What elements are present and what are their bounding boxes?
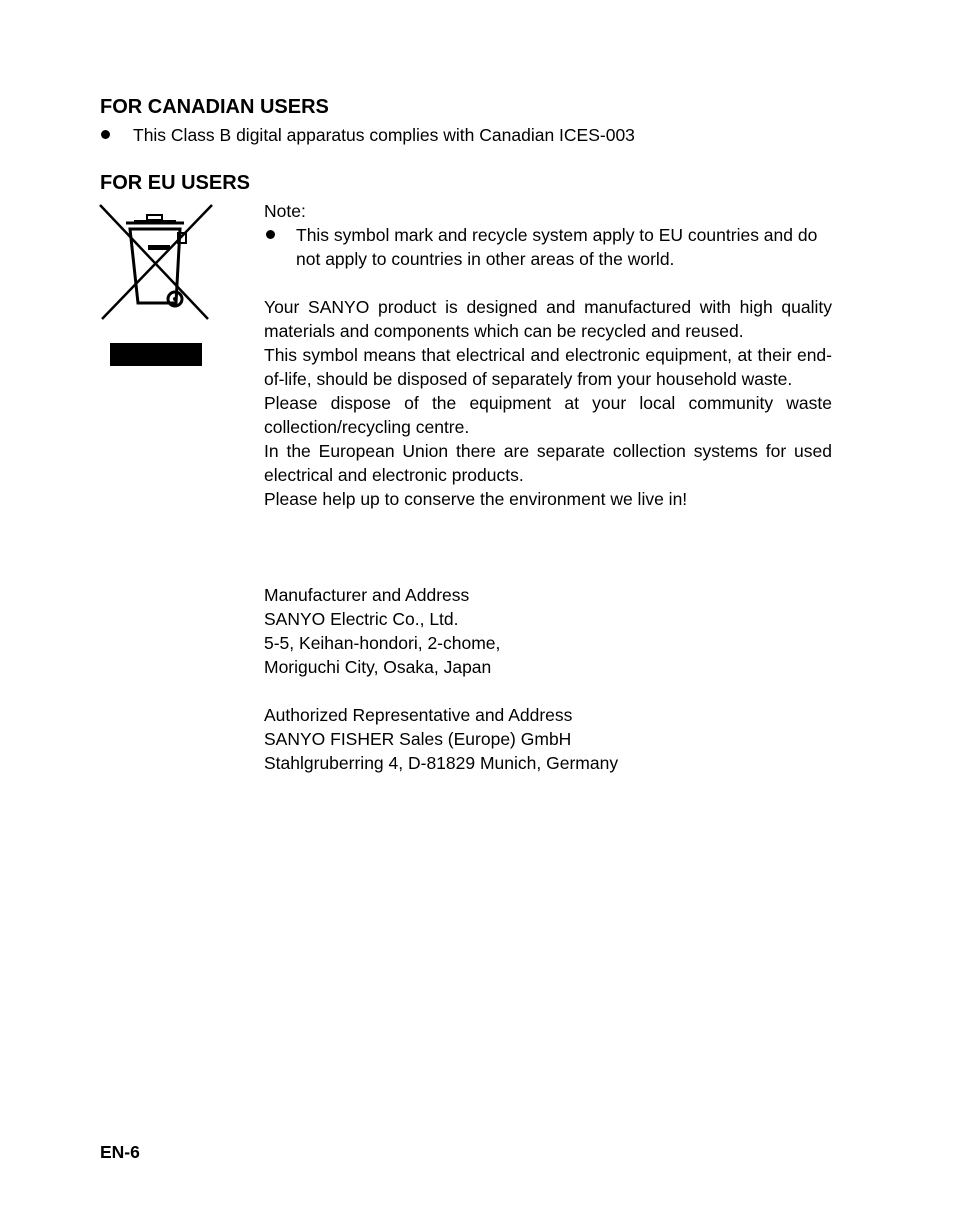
note-bullet-text: This symbol mark and recycle system apply to EU countries and do not apply to countries in other areas of the world.: [296, 225, 818, 269]
address-line: SANYO FISHER Sales (Europe) GmbH: [264, 729, 572, 749]
bullet-icon: [266, 230, 275, 239]
address-line: SANYO Electric Co., Ltd.: [264, 609, 459, 629]
manufacturer-address: [264, 583, 832, 775]
representative-title: Authorized Representative and Address: [264, 705, 573, 725]
paragraph: This symbol means that electrical and electronic equipment, at their end-of-life, should be disposed of separately from your household waste.: [264, 345, 832, 389]
eu-information-paragraphs: [264, 295, 832, 511]
note-label: Note:: [264, 201, 306, 221]
address-line: Moriguchi City, Osaka, Japan: [264, 657, 492, 677]
bullet-icon: [101, 130, 110, 139]
address-line: Stahlgruberring 4, D-81829 Munich, Germany: [264, 753, 619, 773]
canadian-users-heading: FOR CANADIAN USERS: [100, 96, 329, 118]
page-number: EN-6: [100, 1142, 140, 1162]
eu-users-heading: FOR EU USERS: [100, 172, 251, 194]
paragraph: Please help up to conserve the environment we live in!: [264, 489, 688, 509]
paragraph: Please dispose of the equipment at your local community waste collection/recycling centre.: [264, 393, 832, 437]
paragraph: Your SANYO product is designed and manufactured with high quality materials and components which can be recycled and reused.: [264, 297, 832, 341]
address-line: 5-5, Keihan-hondori, 2-chome,: [264, 633, 501, 653]
crossed-out-wheelie-bin-icon: [98, 203, 216, 369]
canadian-compliance-text: This Class B digital apparatus complies with Canadian ICES-003: [133, 125, 635, 145]
paragraph: In the European Union there are separate collection systems for used electrical and electronic products.: [264, 441, 832, 485]
manufacturer-title: Manufacturer and Address: [264, 585, 470, 605]
